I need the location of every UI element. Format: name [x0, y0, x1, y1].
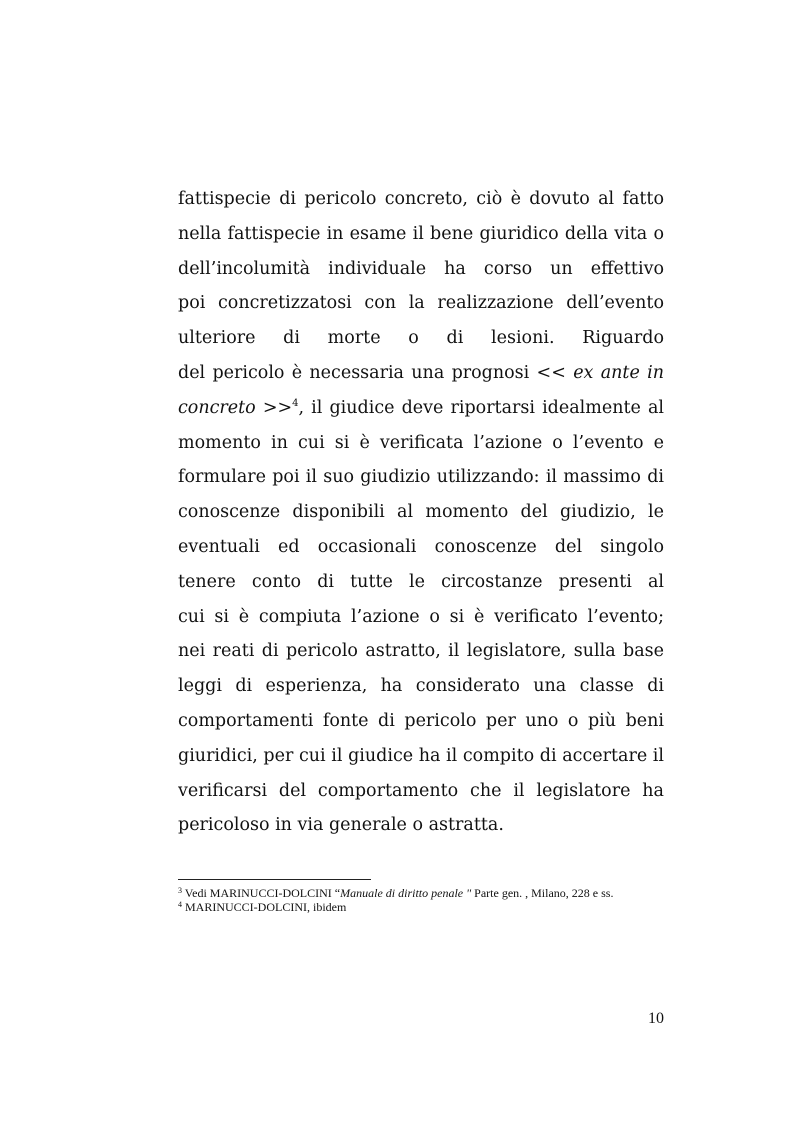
text-line: momento in cui si è verificata l’azione o l’evento e — [178, 432, 664, 453]
footnote-text: MARINUCCI-DOLCINI, ibidem — [185, 900, 347, 914]
text-line — [178, 252, 664, 287]
text-line: giuridici, per cui il giudice ha il compito di accertare il — [178, 745, 664, 766]
italic-phrase: ex ante in — [573, 362, 664, 383]
text-line: ulteriore di morte o di lesioni. Riguardo — [178, 328, 664, 349]
text-line: verificarsi del comportamento che il legislatore ha — [178, 780, 664, 801]
text-line: nella fattispecie in esame il bene giuridico della vita o — [178, 223, 664, 244]
text-line: tenere conto di tutte le circostanze presenti al — [178, 571, 664, 592]
body-paragraph — [178, 182, 664, 843]
italic-phrase: concreto — [178, 397, 256, 418]
text-line: formulare poi il suo giudizio utilizzando: il massimo di — [178, 467, 664, 488]
footnote-text: Vedi MARINUCCI-DOLCINI “ — [184, 886, 341, 900]
footnote-4 — [178, 900, 664, 914]
text-line: poi concretizzatosi con la realizzazione dell’evento — [178, 293, 664, 314]
footnote-ref-4[interactable]: 4 — [292, 397, 299, 409]
page-number: 10 — [648, 1010, 664, 1027]
text-line: nei reati di pericolo astratto, il legislatore, sulla base — [178, 641, 664, 662]
text-line: leggi di esperienza, ha considerato una classe di — [178, 676, 664, 697]
footnote-number: 4 — [178, 900, 182, 909]
text-line: cui si è compiuta l’azione o si è verificato l’evento; — [178, 606, 664, 627]
text-segment: >> — [262, 397, 293, 418]
footnote-3 — [178, 886, 664, 900]
footnote-number: 3 — [178, 886, 182, 895]
text-segment: , il giudice deve riportarsi idealmente al — [298, 397, 664, 418]
text-line — [178, 356, 664, 391]
footnote-text: Parte gen. , Milano, 228 e ss. — [474, 886, 614, 900]
text-line: fattispecie di pericolo concreto, ciò è dovuto al fatto — [178, 189, 664, 209]
footnote-separator — [178, 879, 371, 880]
footnote-title: Manuale di diritto penale " — [340, 886, 472, 900]
text-line: comportamenti fonte di pericolo per uno o più beni — [178, 710, 664, 731]
text-segment: dell’incolumità individuale ha corso un effettivo — [178, 258, 664, 279]
text-line: conoscenze disponibili al momento del giudizio, le — [178, 502, 664, 523]
footnotes — [178, 886, 664, 914]
text-line: pericoloso in via generale o astratta. — [178, 815, 504, 836]
text-segment: del pericolo è necessaria una prognosi << — [178, 362, 566, 383]
text-line: eventuali ed occasionali conoscenze del singolo — [178, 536, 664, 557]
text-line — [178, 391, 664, 426]
